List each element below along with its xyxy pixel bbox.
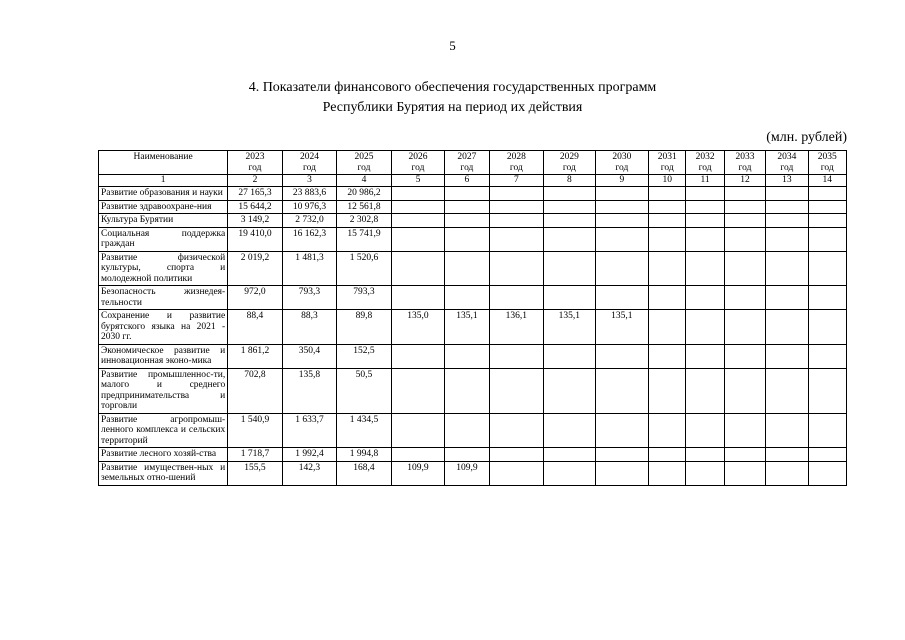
program-name: Культура Бурятии xyxy=(99,214,228,228)
table-row xyxy=(99,251,847,286)
value-cell xyxy=(391,214,445,228)
value-cell xyxy=(445,368,489,413)
year-suffix: год xyxy=(820,162,834,173)
value-cell xyxy=(808,413,846,448)
value-cell xyxy=(649,286,686,310)
value-cell xyxy=(445,187,489,201)
column-number: 6 xyxy=(445,175,489,187)
value-cell: 135,8 xyxy=(282,368,337,413)
column-number: 4 xyxy=(337,175,392,187)
value-cell xyxy=(391,227,445,251)
table-row xyxy=(99,214,847,228)
value-cell xyxy=(489,200,544,214)
year-column-header xyxy=(595,151,649,175)
value-cell xyxy=(595,200,649,214)
page-number: 5 xyxy=(449,38,456,53)
program-name: Развитие агропромыш-ленного комплекса и сельских территорий xyxy=(99,413,228,448)
value-cell xyxy=(766,448,808,462)
value-cell xyxy=(544,344,595,368)
table-row xyxy=(99,448,847,462)
value-cell xyxy=(686,344,724,368)
program-name: Развитие промышленнос-ти, малого и среднего предпринимательства и торговли xyxy=(99,368,228,413)
value-cell xyxy=(391,413,445,448)
table-row xyxy=(99,200,847,214)
value-cell xyxy=(544,251,595,286)
value-cell xyxy=(808,227,846,251)
value-cell xyxy=(544,286,595,310)
value-cell xyxy=(686,368,724,413)
value-cell xyxy=(391,448,445,462)
value-cell xyxy=(808,214,846,228)
value-cell xyxy=(686,200,724,214)
value-cell xyxy=(724,413,765,448)
value-cell xyxy=(724,200,765,214)
table-row xyxy=(99,344,847,368)
value-cell xyxy=(766,251,808,286)
value-cell: 1 434,5 xyxy=(337,413,392,448)
year-suffix: год xyxy=(615,162,629,173)
value-cell xyxy=(544,461,595,485)
value-cell: 1 481,3 xyxy=(282,251,337,286)
value-cell xyxy=(724,344,765,368)
value-cell xyxy=(649,227,686,251)
value-cell xyxy=(595,448,649,462)
value-cell: 109,9 xyxy=(445,461,489,485)
value-cell xyxy=(445,251,489,286)
year-label: 2035 xyxy=(817,152,837,162)
value-cell xyxy=(808,310,846,345)
table-row xyxy=(99,310,847,345)
value-cell xyxy=(649,187,686,201)
value-cell: 1 540,9 xyxy=(228,413,283,448)
year-label: 2032 xyxy=(695,152,715,162)
value-cell xyxy=(544,200,595,214)
value-cell xyxy=(595,251,649,286)
value-cell: 15 741,9 xyxy=(337,227,392,251)
value-cell: 15 644,2 xyxy=(228,200,283,214)
value-cell xyxy=(445,413,489,448)
value-cell xyxy=(766,187,808,201)
financing-table xyxy=(98,150,847,486)
value-cell: 50,5 xyxy=(337,368,392,413)
year-suffix: год xyxy=(357,162,371,173)
value-cell xyxy=(766,368,808,413)
value-cell: 135,0 xyxy=(391,310,445,345)
column-number: 9 xyxy=(595,175,649,187)
value-cell xyxy=(391,200,445,214)
value-cell: 702,8 xyxy=(228,368,283,413)
value-cell xyxy=(766,344,808,368)
value-cell xyxy=(595,286,649,310)
table-body xyxy=(99,187,847,486)
value-cell xyxy=(595,368,649,413)
table-row xyxy=(99,227,847,251)
column-number: 3 xyxy=(282,175,337,187)
value-cell xyxy=(544,448,595,462)
column-number: 14 xyxy=(808,175,846,187)
value-cell xyxy=(445,214,489,228)
table-row xyxy=(99,413,847,448)
value-cell: 136,1 xyxy=(489,310,544,345)
value-cell xyxy=(724,227,765,251)
value-cell xyxy=(595,413,649,448)
value-cell xyxy=(649,448,686,462)
year-label: 2028 xyxy=(506,152,526,162)
year-column-header xyxy=(489,151,544,175)
year-suffix: год xyxy=(302,162,316,173)
value-cell: 88,3 xyxy=(282,310,337,345)
value-cell xyxy=(724,461,765,485)
value-cell xyxy=(649,344,686,368)
title-line-1: 4. Показатели финансового обеспечения государственных программ xyxy=(248,80,657,95)
value-cell xyxy=(391,286,445,310)
year-column-header xyxy=(391,151,445,175)
program-name: Сохранение и развитие бурятского языка на 2021 - 2030 гг. xyxy=(99,310,228,345)
value-cell xyxy=(766,214,808,228)
header-row xyxy=(99,151,847,175)
value-cell xyxy=(724,448,765,462)
year-column-header xyxy=(282,151,337,175)
value-cell xyxy=(489,251,544,286)
column-number: 10 xyxy=(649,175,686,187)
year-suffix: год xyxy=(562,162,576,173)
value-cell xyxy=(595,344,649,368)
value-cell xyxy=(489,461,544,485)
year-suffix: год xyxy=(738,162,752,173)
year-suffix: год xyxy=(698,162,712,173)
value-cell xyxy=(686,461,724,485)
column-number: 8 xyxy=(544,175,595,187)
value-cell xyxy=(489,227,544,251)
value-cell xyxy=(649,214,686,228)
year-label: 2026 xyxy=(408,152,428,162)
value-cell: 23 883,6 xyxy=(282,187,337,201)
value-cell: 16 162,3 xyxy=(282,227,337,251)
value-cell xyxy=(724,214,765,228)
value-cell xyxy=(649,200,686,214)
year-suffix: год xyxy=(660,162,674,173)
value-cell xyxy=(724,310,765,345)
value-cell xyxy=(489,413,544,448)
value-cell xyxy=(766,286,808,310)
value-cell xyxy=(544,214,595,228)
value-cell: 135,1 xyxy=(595,310,649,345)
value-cell xyxy=(808,286,846,310)
value-cell xyxy=(445,200,489,214)
value-cell: 793,3 xyxy=(337,286,392,310)
value-cell xyxy=(544,227,595,251)
value-cell xyxy=(649,461,686,485)
year-column-header xyxy=(649,151,686,175)
value-cell xyxy=(595,214,649,228)
program-name: Развитие образования и науки xyxy=(99,187,228,201)
column-number: 13 xyxy=(766,175,808,187)
column-number: 1 xyxy=(99,175,228,187)
value-cell xyxy=(766,413,808,448)
value-cell xyxy=(445,344,489,368)
value-cell xyxy=(489,448,544,462)
value-cell: 1 718,7 xyxy=(228,448,283,462)
document-title xyxy=(0,78,905,118)
year-column-header xyxy=(686,151,724,175)
value-cell xyxy=(808,448,846,462)
value-cell xyxy=(489,344,544,368)
value-cell xyxy=(649,310,686,345)
value-cell xyxy=(391,368,445,413)
value-cell xyxy=(686,251,724,286)
value-cell xyxy=(766,227,808,251)
value-cell: 2 732,0 xyxy=(282,214,337,228)
value-cell xyxy=(808,368,846,413)
value-cell: 793,3 xyxy=(282,286,337,310)
program-name: Развитие имуществен-ных и земельных отно-шений xyxy=(99,461,228,485)
value-cell xyxy=(724,187,765,201)
year-label: 2034 xyxy=(777,152,797,162)
value-cell: 89,8 xyxy=(337,310,392,345)
title-line-2: Республики Бурятия на период их действия xyxy=(322,100,583,115)
value-cell: 20 986,2 xyxy=(337,187,392,201)
value-cell xyxy=(391,251,445,286)
value-cell: 152,5 xyxy=(337,344,392,368)
program-name: Экономическое развитие и инновационная эконо-мика xyxy=(99,344,228,368)
year-label: 2023 xyxy=(245,152,265,162)
year-label: 2030 xyxy=(612,152,632,162)
column-number-row xyxy=(99,175,847,187)
table-row xyxy=(99,368,847,413)
year-label: 2027 xyxy=(457,152,477,162)
year-column-header xyxy=(766,151,808,175)
value-cell: 88,4 xyxy=(228,310,283,345)
program-name: Развитие физической культуры, спорта и молодежной политики xyxy=(99,251,228,286)
year-column-header xyxy=(228,151,283,175)
name-column-header: Наименование xyxy=(99,151,228,175)
value-cell xyxy=(686,286,724,310)
value-cell xyxy=(489,187,544,201)
table-row xyxy=(99,461,847,485)
value-cell xyxy=(489,286,544,310)
program-name: Безопасность жизнедея-тельности xyxy=(99,286,228,310)
value-cell xyxy=(649,413,686,448)
value-cell: 1 992,4 xyxy=(282,448,337,462)
column-number: 7 xyxy=(489,175,544,187)
year-column-header xyxy=(808,151,846,175)
value-cell xyxy=(808,461,846,485)
value-cell: 2 302,8 xyxy=(337,214,392,228)
value-cell: 19 410,0 xyxy=(228,227,283,251)
value-cell: 2 019,2 xyxy=(228,251,283,286)
value-cell: 168,4 xyxy=(337,461,392,485)
value-cell xyxy=(445,227,489,251)
units-label: (млн. рублей) xyxy=(766,130,847,145)
table-header xyxy=(99,151,847,187)
value-cell xyxy=(649,368,686,413)
value-cell: 1 633,7 xyxy=(282,413,337,448)
year-suffix: год xyxy=(248,162,262,173)
value-cell xyxy=(445,286,489,310)
program-name: Развитие здравоохране-ния xyxy=(99,200,228,214)
value-cell: 1 861,2 xyxy=(228,344,283,368)
value-cell xyxy=(808,187,846,201)
value-cell xyxy=(766,200,808,214)
program-name: Социальная поддержка граждан xyxy=(99,227,228,251)
value-cell: 135,1 xyxy=(544,310,595,345)
value-cell: 12 561,8 xyxy=(337,200,392,214)
year-column-header xyxy=(724,151,765,175)
value-cell xyxy=(686,214,724,228)
value-cell xyxy=(595,227,649,251)
value-cell xyxy=(724,251,765,286)
year-label: 2033 xyxy=(735,152,755,162)
table-row xyxy=(99,286,847,310)
value-cell: 135,1 xyxy=(445,310,489,345)
value-cell: 142,3 xyxy=(282,461,337,485)
value-cell xyxy=(724,286,765,310)
table-row xyxy=(99,187,847,201)
year-suffix: год xyxy=(780,162,794,173)
value-cell xyxy=(489,368,544,413)
value-cell xyxy=(391,344,445,368)
value-cell xyxy=(445,448,489,462)
value-cell xyxy=(766,461,808,485)
value-cell xyxy=(544,413,595,448)
value-cell xyxy=(808,200,846,214)
value-cell: 1 520,6 xyxy=(337,251,392,286)
value-cell xyxy=(544,368,595,413)
year-suffix: год xyxy=(460,162,474,173)
value-cell xyxy=(808,251,846,286)
value-cell xyxy=(766,310,808,345)
year-label: 2029 xyxy=(559,152,579,162)
column-number: 5 xyxy=(391,175,445,187)
program-name: Развитие лесного хозяй-ства xyxy=(99,448,228,462)
year-column-header xyxy=(337,151,392,175)
value-cell xyxy=(595,461,649,485)
column-number: 2 xyxy=(228,175,283,187)
value-cell: 1 994,8 xyxy=(337,448,392,462)
value-cell xyxy=(649,251,686,286)
value-cell xyxy=(686,448,724,462)
value-cell: 350,4 xyxy=(282,344,337,368)
value-cell xyxy=(686,413,724,448)
year-column-header xyxy=(544,151,595,175)
year-label: 2031 xyxy=(657,152,677,162)
value-cell: 3 149,2 xyxy=(228,214,283,228)
value-cell xyxy=(489,214,544,228)
value-cell xyxy=(808,344,846,368)
value-cell xyxy=(724,368,765,413)
column-number: 11 xyxy=(686,175,724,187)
value-cell: 972,0 xyxy=(228,286,283,310)
value-cell xyxy=(391,187,445,201)
value-cell: 27 165,3 xyxy=(228,187,283,201)
column-number: 12 xyxy=(724,175,765,187)
year-suffix: год xyxy=(411,162,425,173)
year-suffix: год xyxy=(509,162,523,173)
year-label: 2025 xyxy=(354,152,374,162)
value-cell xyxy=(686,187,724,201)
value-cell xyxy=(544,187,595,201)
year-label: 2024 xyxy=(299,152,319,162)
value-cell: 155,5 xyxy=(228,461,283,485)
value-cell xyxy=(686,310,724,345)
value-cell xyxy=(595,187,649,201)
year-column-header xyxy=(445,151,489,175)
value-cell: 109,9 xyxy=(391,461,445,485)
value-cell: 10 976,3 xyxy=(282,200,337,214)
value-cell xyxy=(686,227,724,251)
